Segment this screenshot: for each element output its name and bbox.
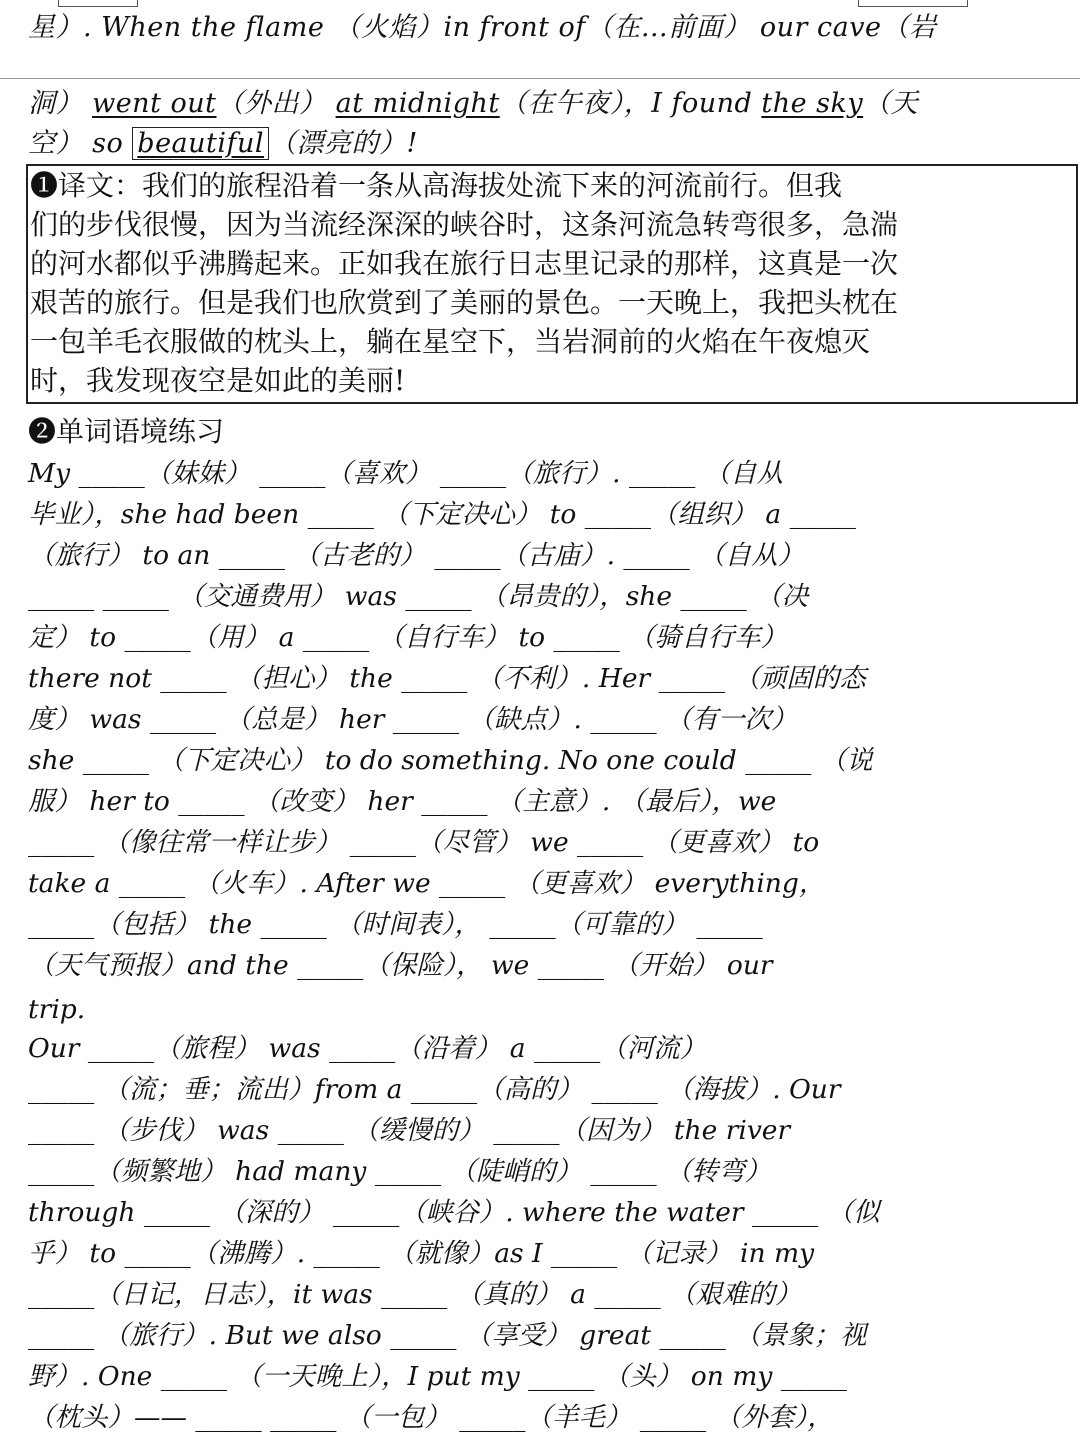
previous-page-strip bbox=[0, 0, 1080, 79]
exercise-line: 定） to _____（用） a _____ （自行车） to _____ （骑自行车） bbox=[28, 622, 788, 653]
word-beautiful-boxed: beautiful bbox=[132, 127, 269, 160]
translation-box bbox=[26, 164, 1078, 404]
reading-line-3: 空） so beautiful （漂亮的）! bbox=[28, 128, 418, 159]
phrase-at-midnight: at midnight bbox=[335, 88, 500, 119]
exercise-line: _____ （步伐） was _____ （缓慢的） _____（因为） the river bbox=[28, 1115, 791, 1146]
exercise-line: she _____ （下定决心） to do something. No one could _____ （说 bbox=[28, 745, 873, 776]
translation-line: 时，我发现夜空是如此的美丽! bbox=[30, 364, 406, 397]
exercise-line: take a _____ （火车）. After we _____ （更喜欢） everything， bbox=[28, 868, 826, 899]
phrase-went-out: went out bbox=[92, 88, 217, 119]
reading-line-2: 洞） went out（外出） at midnight（在午夜），I found the sky（天 bbox=[28, 88, 919, 119]
exercise-line: _____ （像往常一样让步） _____（尽管） we _____ （更喜欢） to bbox=[28, 827, 820, 858]
exercise-line: 毕业），she had been _____ （下定决心） to _____（组织） a _____ bbox=[28, 499, 856, 530]
exercise-line: _____ （旅行）. But we also _____ （享受） great _____ （景象；视 bbox=[28, 1320, 867, 1351]
translation-line: 的河水都似乎沸腾起来。正如我在旅行日志里记录的那样，这真是一次 bbox=[30, 247, 899, 280]
exercise-line: trip. bbox=[28, 994, 86, 1025]
translation-line: 一包羊毛衣服做的枕头上，躺在星空下，当岩洞前的火焰在午夜熄灭 bbox=[30, 325, 871, 358]
exercise-line: there not _____ （担心） the _____ （不利）. Her _____ （顽固的态 bbox=[28, 663, 866, 694]
exercise-line: _____ （流；垂；流出）from a _____（高的） _____ （海拔）. Our bbox=[28, 1074, 841, 1105]
reading-line-1: 星）. When the flame （火焰）in front of（在…前面） our cave（岩 bbox=[28, 12, 937, 43]
exercise-line: _____（频繁地） had many _____ （陡峭的） _____ （转弯） bbox=[28, 1156, 772, 1187]
phrase-the-sky: the sky bbox=[761, 88, 864, 119]
translation-line: 们的步伐很慢，因为当流经深深的峡谷时，这条河流急转弯很多，急湍 bbox=[30, 208, 899, 241]
exercise-line: My _____（妹妹） _____（喜欢） _____（旅行）. _____ （自从 bbox=[28, 458, 784, 489]
exercise-line: 乎） to _____（沸腾）. _____ （就像）as I _____ （记录） in my bbox=[28, 1238, 815, 1269]
exercise-line: _____ _____ （交通费用） was _____ （昂贵的），she _____ （决 bbox=[28, 581, 809, 612]
exercise-line: 服） her to _____ （改变） her _____ （主意）. （最后），we bbox=[28, 786, 777, 817]
page-tab-left bbox=[58, 0, 138, 7]
page-tab-right bbox=[858, 0, 968, 7]
exercise-line: through _____ （深的） _____（峡谷）. where the water _____ （似 bbox=[28, 1197, 880, 1228]
exercise-line: （天气预报）and the _____（保险）， we _____ （开始） our bbox=[28, 950, 773, 981]
exercise-line: Our _____（旅程） was _____（沿着） a _____（河流） bbox=[28, 1033, 707, 1064]
translation-line: 艰苦的旅行。但是我们也欣赏到了美丽的景色。一天晚上，我把头枕在 bbox=[30, 286, 899, 319]
exercise-line: （枕头）—— _____ _____ （一包） _____（羊毛） _____ （外套）， bbox=[28, 1402, 834, 1433]
translation-line: ❶译文：我们的旅程沿着一条从高海拔处流下来的河流前行。但我 bbox=[30, 169, 843, 202]
exercise-line: _____（日记，日志），it was _____ （真的） a _____ （艰难的） bbox=[28, 1279, 802, 1310]
exercise-line: 野）. One _____ （一天晚上），I put my _____ （头） on my _____ bbox=[28, 1361, 848, 1392]
exercise-line: 度） was _____ （总是） her _____ （缺点）. _____ （有一次） bbox=[28, 704, 798, 735]
section-heading: ❷单词语境练习 bbox=[28, 415, 225, 448]
exercise-line: （旅行） to an _____ （古老的） _____（古庙）. _____ （自从） bbox=[28, 540, 805, 571]
exercise-line: _____（包括） the _____ （时间表）， _____（可靠的） _____ bbox=[28, 909, 763, 940]
